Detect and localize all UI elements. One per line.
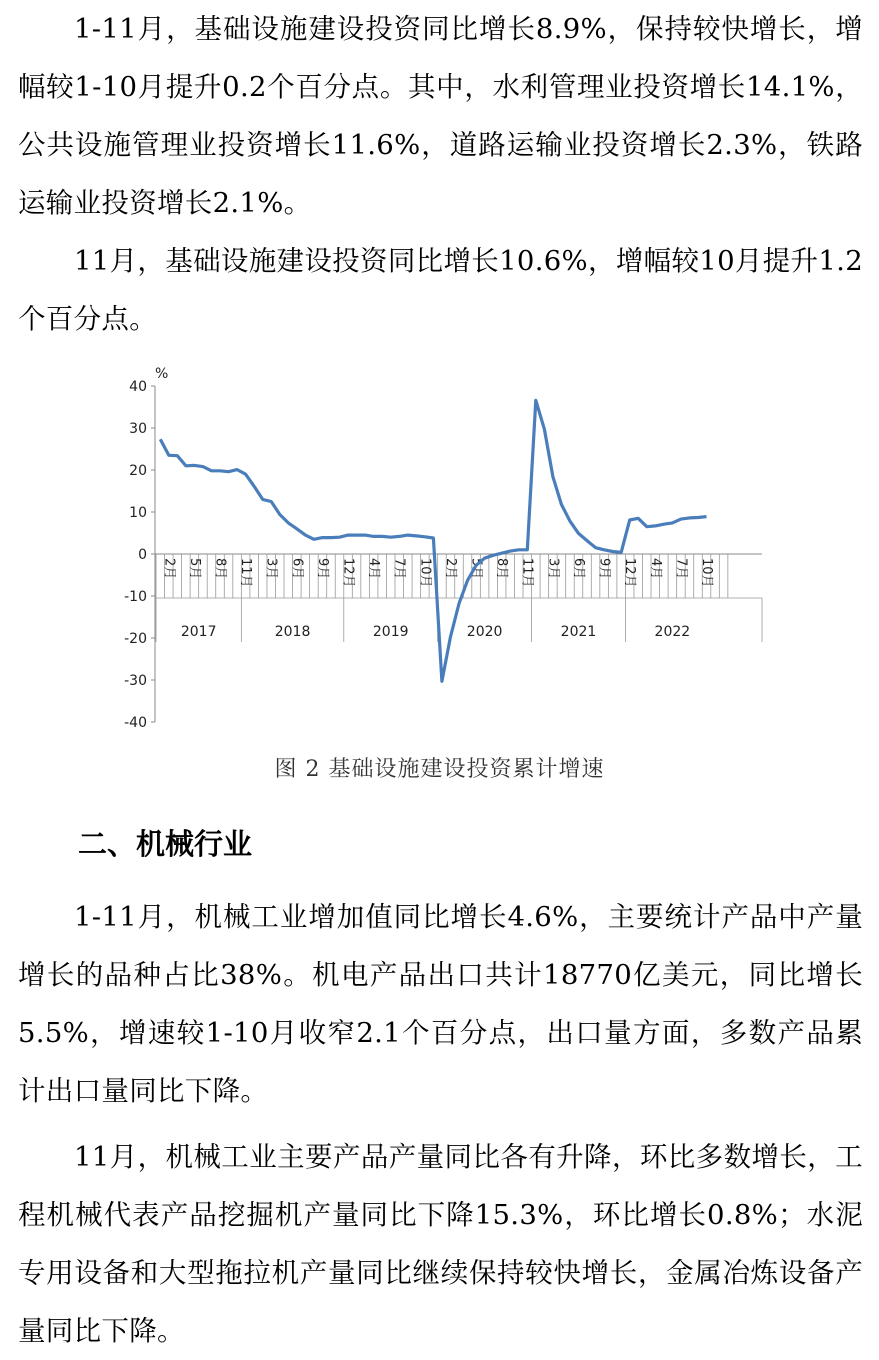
figure-caption: 图 2 基础设施建设投资累计增速 [0, 752, 879, 783]
paragraph-machinery-november: 11月，机械工业主要产品产量同比各有升降，环比多数增长，工程机械代表产品挖掘机产量同比下降15.3%，环比增长0.8%；水泥专用设备和大型拖拉机产量同比继续保持较快增长，金属冶炼设备产量同比下降。 [18, 1128, 863, 1360]
year-label: 2018 [275, 624, 311, 640]
month-tick-label: 6月 [289, 558, 304, 579]
month-tick-label: 7月 [673, 558, 688, 579]
year-label: 2021 [561, 624, 597, 640]
month-tick-label: 3月 [545, 558, 560, 579]
y-tick-label: 40 [129, 379, 147, 395]
y-tick-label: 20 [129, 463, 147, 479]
month-tick-label: 10月 [417, 558, 432, 588]
month-tick-label: 5月 [187, 558, 202, 579]
year-label: 2022 [655, 624, 691, 640]
section-heading: 二、机械行业 [78, 820, 252, 868]
paragraph-machinery-ytd: 1-11月，机械工业增加值同比增长4.6%，主要统计产品中产量增长的品种占比38%。机电产品出口共计18770亿美元，同比增长5.5%，增速较1-10月收窄2.1个百分点，出口量方面，多数产品累计出口量同比下降。 [18, 888, 863, 1120]
month-tick-label: 9月 [597, 558, 612, 579]
month-tick-label: 5月 [469, 558, 484, 579]
month-tick-label: 2月 [161, 558, 176, 579]
month-tick-label: 9月 [315, 558, 330, 579]
month-tick-label: 11月 [238, 558, 253, 588]
month-tick-label: 12月 [341, 558, 356, 588]
infrastructure-investment-chart [120, 360, 780, 740]
y-tick-label: -10 [124, 589, 147, 605]
month-tick-label: 12月 [622, 558, 637, 588]
year-label: 2017 [181, 624, 217, 640]
y-tick-label: -30 [124, 673, 147, 689]
y-tick-label: 10 [129, 505, 147, 521]
y-axis-unit: % [155, 366, 168, 382]
paragraph-infrastructure-ytd: 1-11月，基础设施建设投资同比增长8.9%，保持较快增长，增幅较1-10月提升0.2个百分点。其中，水利管理业投资增长14.1%，公共设施管理业投资增长11.6%，道路运输业投资增长2.3%，铁路运输业投资增长2.1%。 [18, 0, 863, 232]
year-label: 2020 [467, 624, 503, 640]
y-tick-label: 0 [138, 547, 147, 563]
series-line [160, 400, 706, 681]
month-tick-label: 6月 [571, 558, 586, 579]
month-tick-label: 4月 [366, 558, 381, 579]
month-tick-label: 2月 [443, 558, 458, 579]
year-label: 2019 [373, 624, 409, 640]
month-tick-label: 4月 [648, 558, 663, 579]
month-tick-label: 7月 [392, 558, 407, 579]
y-tick-label: -20 [124, 631, 147, 647]
line-chart-svg [120, 360, 780, 740]
month-tick-label: 11月 [520, 558, 535, 588]
paragraph-infrastructure-november: 11月，基础设施建设投资同比增长10.6%，增幅较10月提升1.2个百分点。 [18, 232, 863, 348]
month-tick-label: 8月 [212, 558, 227, 579]
month-tick-label: 8月 [494, 558, 509, 579]
y-tick-label: 30 [129, 421, 147, 437]
month-tick-label: 10月 [699, 558, 714, 588]
month-tick-label: 3月 [264, 558, 279, 579]
y-tick-label: -40 [124, 715, 147, 731]
